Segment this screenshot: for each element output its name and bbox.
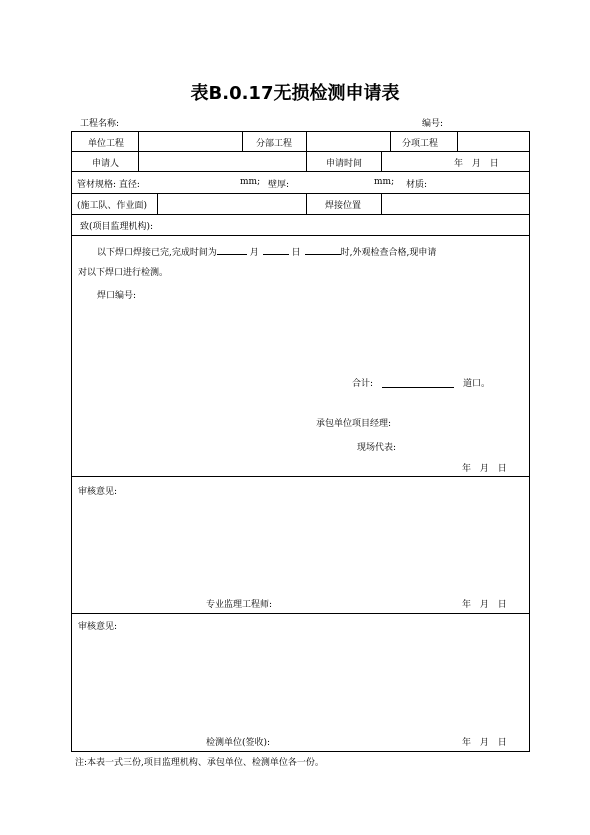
section-divider — [71, 476, 530, 477]
col-divider — [242, 131, 243, 151]
col-divider — [306, 193, 307, 214]
wall-thickness-label: 壁厚: — [268, 180, 290, 190]
col-divider — [306, 131, 307, 171]
site-rep-label: 现场代表: — [357, 443, 397, 453]
time-blank[interactable] — [305, 244, 341, 255]
team-label: (施工队、作业面) — [77, 201, 148, 211]
apply-date: 年 月 日 — [454, 159, 499, 169]
mm-unit: mm; — [240, 177, 261, 187]
row-divider — [71, 171, 530, 172]
day-label: 日 — [291, 248, 301, 258]
col-divider — [381, 151, 382, 171]
weld-number-label: 焊口编号: — [97, 291, 137, 301]
contractor-manager-label: 承包单位项目经理: — [316, 419, 392, 429]
unit-project-label: 单位工程 — [88, 139, 125, 149]
col-divider — [457, 131, 458, 151]
body-line2: 对以下焊口进行检测。 — [78, 268, 169, 278]
division-project-label: 分部工程 — [256, 139, 293, 149]
addressee-label: 致(项目监理机构): — [80, 222, 154, 232]
applicant-label: 申请人 — [92, 159, 120, 169]
review2-date: 年 月 日 — [462, 738, 507, 748]
col-divider — [157, 193, 158, 214]
total-label: 合计: — [352, 379, 374, 389]
body-line1-end: 时,外观检查合格,现申请 — [340, 248, 437, 258]
number-label: 编号: — [422, 119, 444, 129]
col-divider — [390, 131, 391, 151]
month-blank[interactable] — [263, 244, 289, 255]
mm-unit: mm; — [374, 177, 395, 187]
col-divider — [381, 193, 382, 214]
month-label: 月 — [249, 248, 259, 258]
row-divider — [71, 193, 530, 194]
body-date: 年 月 日 — [462, 464, 507, 474]
review-opinion-label: 审核意见: — [78, 487, 118, 497]
footnote: 注:本表一式三份,项目监理机构、承包单位、检测单位各一份。 — [75, 758, 324, 768]
testing-unit-label: 检测单位(签收): — [206, 738, 271, 748]
weld-position-label: 焊接位置 — [325, 201, 362, 211]
pipe-spec-label: 管材规格: 直径: — [77, 180, 140, 190]
apply-time-label: 申请时间 — [326, 159, 363, 169]
row-divider — [71, 151, 530, 152]
row-divider — [71, 214, 530, 215]
body-line1 — [97, 244, 436, 258]
item-project-label: 分项工程 — [402, 139, 439, 149]
project-name-label: 工程名称: — [80, 119, 120, 129]
page-title: 表B.0.17无损检测申请表 — [190, 83, 400, 104]
row-divider — [71, 235, 530, 236]
supervisor-label: 专业监理工程师: — [206, 600, 273, 610]
hour-blank[interactable] — [217, 244, 247, 255]
review-opinion-label: 审核意见: — [78, 622, 118, 632]
material-label: 材质: — [406, 180, 428, 190]
passes-label: 道口。 — [463, 379, 491, 389]
total-blank[interactable] — [382, 387, 454, 388]
body-line1-start: 以下焊口焊接已完,完成时间为 — [97, 248, 217, 258]
review1-date: 年 月 日 — [462, 600, 507, 610]
section-divider — [71, 613, 530, 614]
col-divider — [138, 131, 139, 171]
